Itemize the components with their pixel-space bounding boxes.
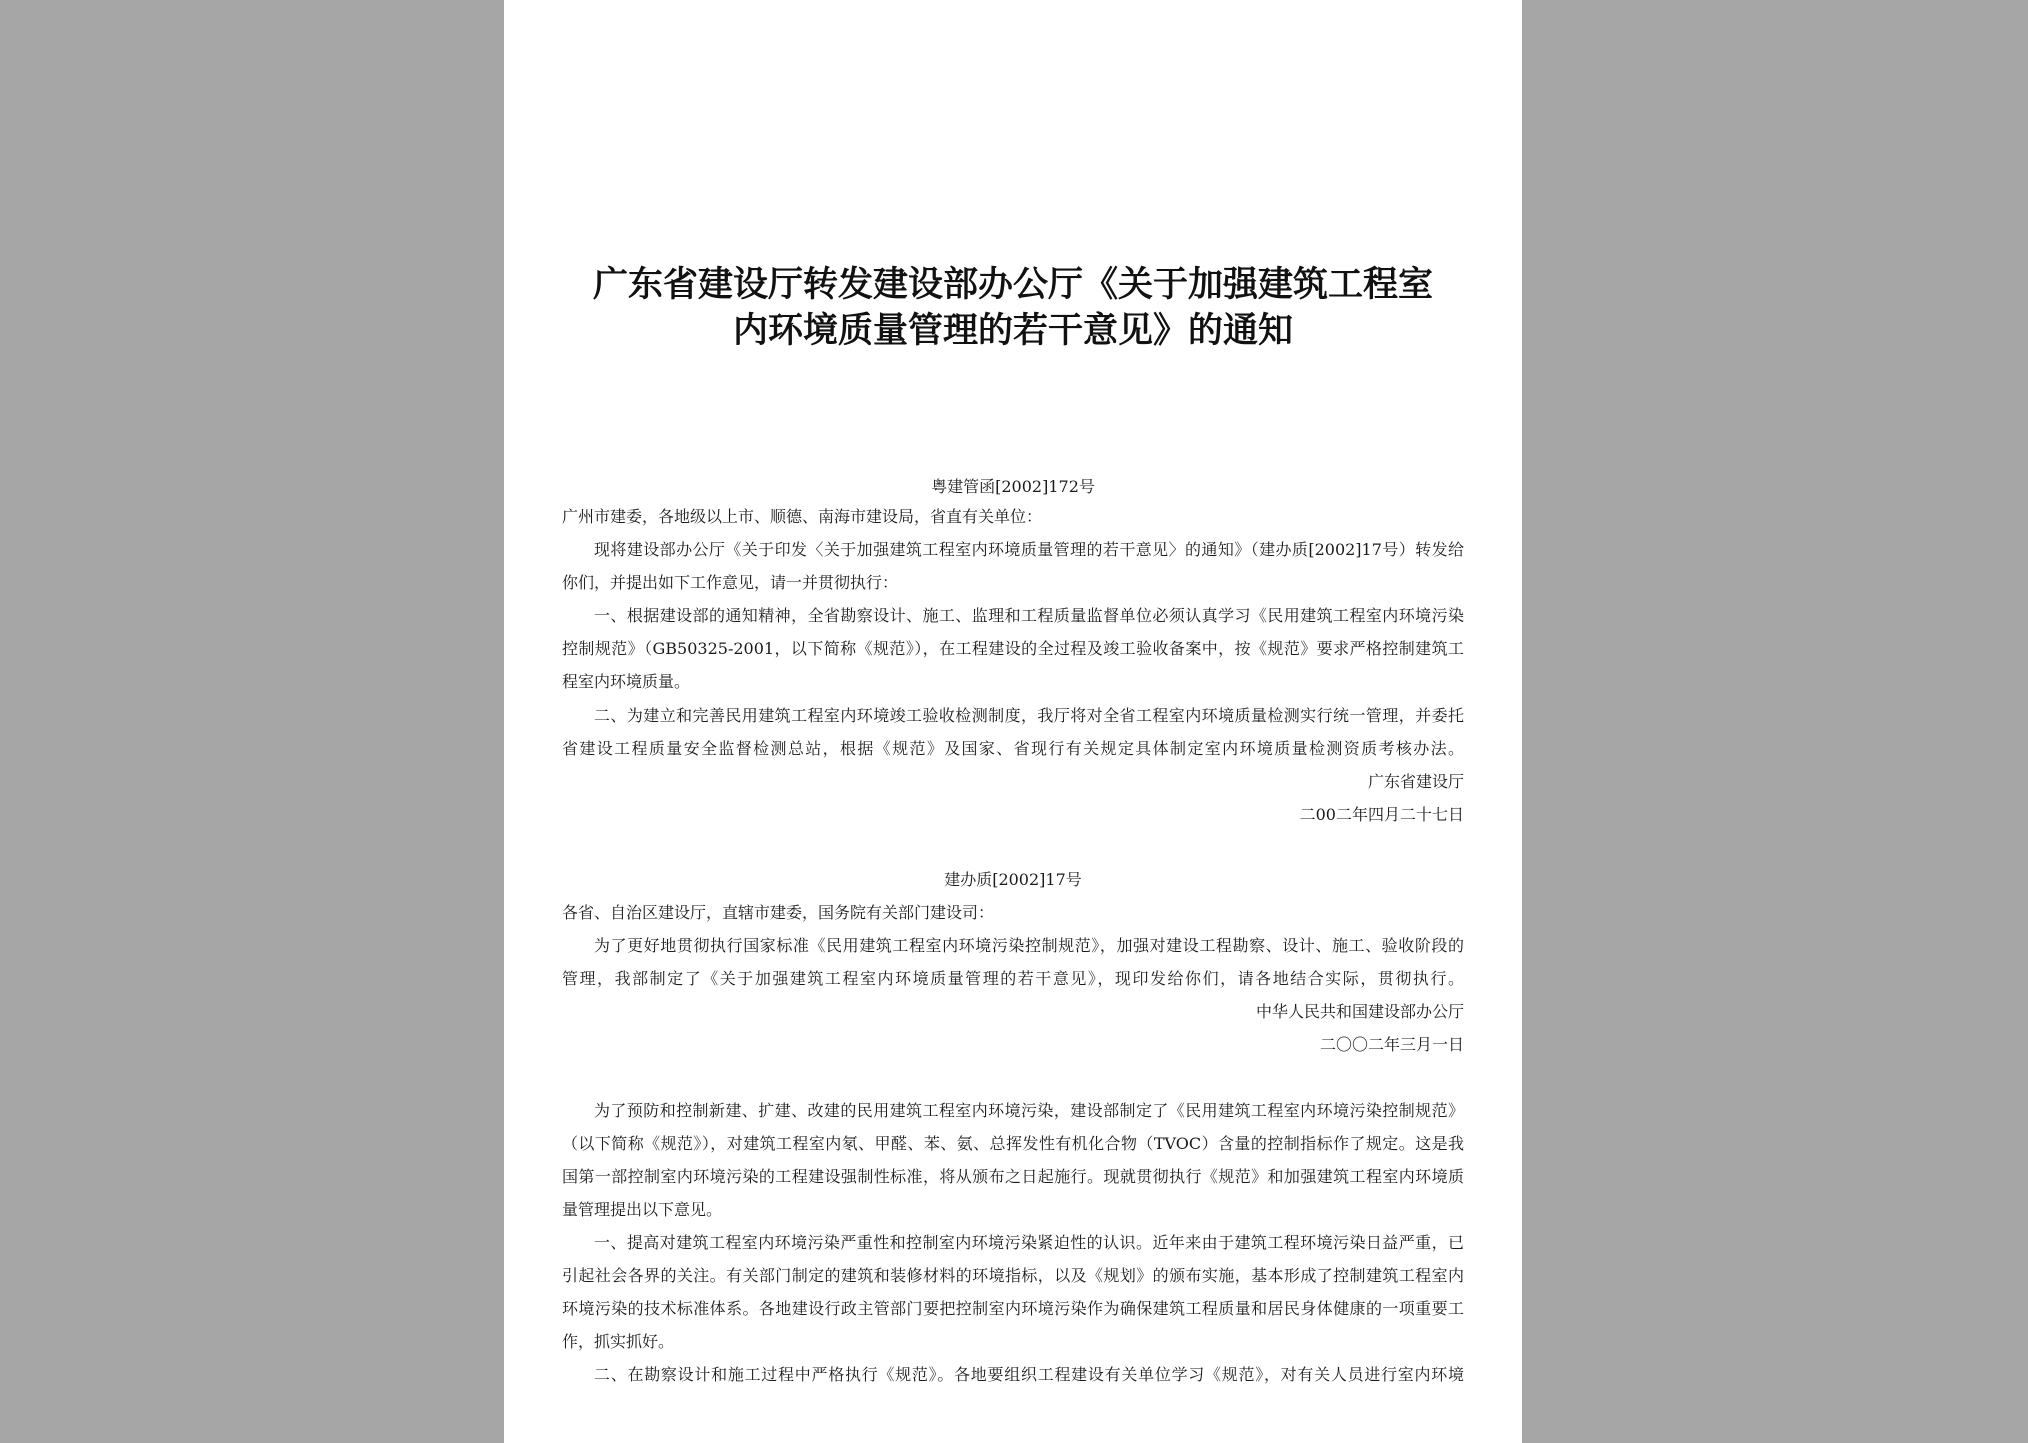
opinions-item1-line: 引起社会各界的关注。有关部门制定的建筑和装修材料的环境指标，以及《规划》的颁布实施，基本形成了控制建筑工程室内 [562, 1266, 1464, 1285]
notice2-date: 二〇〇二年三月一日 [1319, 1035, 1464, 1054]
document-page [504, 0, 1522, 1443]
notice1-intro-line: 现将建设部办公厅《关于印发〈关于加强建筑工程室内环境质量管理的若干意见〉的通知》（建办质[2002]17号）转发给 [594, 540, 1464, 559]
notice2-doc-number: 建办质[2002]17号 [944, 870, 1082, 889]
opinions-intro-line: 量管理提出以下意见。 [562, 1200, 723, 1219]
opinions-item1-line: 作，抓实抓好。 [562, 1332, 675, 1351]
notice1-item1-line: 一、根据建设部的通知精神，全省勘察设计、施工、监理和工程质量监督单位必须认真学习《民用建筑工程室内环境污染 [594, 606, 1464, 625]
notice2-body-line: 为了更好地贯彻执行国家标准《民用建筑工程室内环境污染控制规范》，加强对建设工程勘察、设计、施工、验收阶段的 [594, 936, 1464, 955]
opinions-item1-line: 环境污染的技术标准体系。各地建设行政主管部门要把控制室内环境污染作为确保建筑工程质量和居民身体健康的一项重要工 [562, 1299, 1464, 1318]
notice1-addressee: 广州市建委，各地级以上市、顺德、南海市建设局，省直有关单位： [562, 507, 1043, 526]
document-title [504, 262, 1522, 354]
title-line-2: 内环境质量管理的若干意见》的通知 [732, 311, 1293, 351]
notice2-addressee: 各省、自治区建设厅，直辖市建委，国务院有关部门建设司： [562, 903, 995, 922]
notice1-item1-line: 控制规范》（GB50325-2001，以下简称《规范》），在工程建设的全过程及竣工验收备案中，按《规范》要求严格控制建筑工 [562, 639, 1464, 658]
notice1-intro-line: 你们，并提出如下工作意见，请一并贯彻执行： [562, 573, 899, 592]
notice1-item1-line: 程室内环境质量。 [562, 672, 691, 691]
opinions-intro-line: 国第一部控制室内环境污染的工程建设强制性标准，将从颁布之日起施行。现就贯彻执行《规范》和加强建筑工程室内环境质 [562, 1167, 1464, 1186]
opinions-item1-line: 一、提高对建筑工程室内环境污染严重性和控制室内环境污染紧迫性的认识。近年来由于建筑工程环境污染日益严重，已 [594, 1233, 1464, 1252]
opinions-intro-line: 为了预防和控制新建、扩建、改建的民用建筑工程室内环境污染，建设部制定了《民用建筑工程室内环境污染控制规范》 [594, 1101, 1464, 1120]
notice1-item2-line: 二、为建立和完善民用建筑工程室内环境竣工验收检测制度，我厅将对全省工程室内环境质量检测实行统一管理，并委托 [594, 706, 1464, 725]
notice1-signature: 广东省建设厅 [1367, 772, 1464, 791]
notice2-body-line: 管理，我部制定了《关于加强建筑工程室内环境质量管理的若干意见》，现印发给你们，请各地结合实际，贯彻执行。 [562, 969, 1464, 988]
notice2-signature: 中华人民共和国建设部办公厅 [1255, 1002, 1464, 1021]
notice1-item2-line: 省建设工程质量安全监督检测总站，根据《规范》及国家、省现行有关规定具体制定室内环境质量检测资质考核办法。 [562, 739, 1464, 758]
notice1-doc-number: 粤建管函[2002]172号 [931, 477, 1095, 496]
notice1-date: 二00二年四月二十七日 [1299, 805, 1464, 824]
title-line-1: 广东省建设厅转发建设部办公厅《关于加强建筑工程室 [592, 265, 1433, 305]
opinions-item2-line: 二、在勘察设计和施工过程中严格执行《规范》。各地要组织工程建设有关单位学习《规范》，对有关人员进行室内环境 [594, 1365, 1464, 1384]
opinions-intro-line: （以下简称《规范》），对建筑工程室内氡、甲醛、苯、氨、总挥发性有机化合物（TVOC）含量的控制指标作了规定。这是我 [562, 1134, 1464, 1153]
